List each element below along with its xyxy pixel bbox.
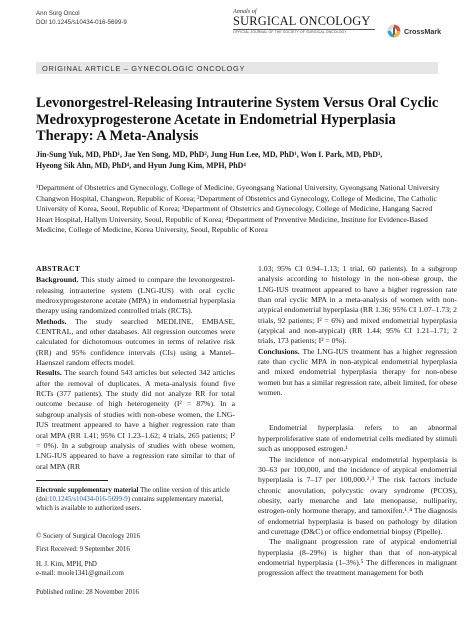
methods-label: Methods. (36, 316, 67, 326)
esm-text-1: The online version of this article (doi: (36, 487, 230, 504)
methods-text: The study searched MEDLINE, EMBASE, CENTRAL, and other databases. All regression outcomes were calculated for dichotomous outcomes in terms of relative risk (RR) and 95% confidence intervals (CIs) using a Mantel–Haenszel random effects model. (36, 316, 235, 368)
section-bar (36, 62, 438, 74)
doi: DOI 10.1245/s10434-016-5699-9 (36, 19, 127, 26)
background-label: Background. (36, 275, 79, 285)
body-paragraph-2: The incidence of non-atypical endometrial hyperplasia is 30–63 per 100,000, and the incidence of atypical endometrial hyperplasia is 7–17 per 100,000.²˒³ The risk factors include chronic anovulation, polycystic ovary syndrome (PCOS), obesity, early menarche and late menopause, nulliparity, estrogen-only hormone therapy, and tamoxifen.¹˒⁴ The diagnosis of endometrial hyperplasia is based on pathology by dilation and curettage (D&C) or office endometrial biopsy (Pipelle). (258, 454, 457, 536)
body-paragraph-1: Endometrial hyperplasia refers to an abnormal hyperproliferative state of endometrial cells mediated by stimuli such as unopposed estrogen.¹ (258, 423, 457, 454)
abstract-background (36, 275, 235, 316)
footnote-rule (36, 480, 108, 481)
article-title: Levonorgestrel-Releasing Intrauterine System Versus Oral Cyclic Medroxyprogesterone Acetate in Endometrial Hyperplasia Therapy: A Meta-Analysis (36, 95, 439, 144)
received-date: First Received: 9 September 2016 (36, 546, 130, 553)
right-column (258, 264, 457, 579)
crossmark-icon (387, 24, 401, 38)
abstract-heading: ABSTRACT (36, 264, 81, 273)
journal-abbrev: Ann Surg Oncol (36, 10, 80, 17)
results-label: Results. (36, 368, 62, 378)
journal-subtitle: OFFICIAL JOURNAL OF THE SOCIETY OF SURGICAL ONCOLOGY (233, 30, 347, 34)
abstract-results (36, 368, 235, 471)
supplementary-note (36, 486, 236, 513)
running-header (36, 9, 127, 27)
author-list (36, 149, 440, 171)
abstract-column (36, 264, 235, 472)
journal-banner (233, 8, 375, 35)
crossmark-badge[interactable] (387, 24, 441, 38)
abstract-conclusions (258, 347, 457, 399)
correspondence: H. J. Kim, MPH, PhD (36, 561, 97, 568)
affiliations: ¹Department of Obstetrics and Gynecology, College of Medicine, Gyeongsang National University, Gyeongsang National University Changwon Hospital, Changwon, Republic of Korea; ²Department of Obstetrics and Gynecology, College of Medicine, The Catholic University of Korea, Seoul, Republic of Korea; ³Department of Obstetrics and Gynecology, College of Medicine, Hangang Sacred Heart Hospital, Hallym University, Seoul, Republic of Korea; ⁴Department of Preventive Medicine, Institute for Evidence-Based Medicine, College of Medicine, Korea University, Seoul, Republic of Korea (36, 183, 440, 235)
abstract-methods (36, 317, 235, 369)
section-label: ORIGINAL ARTICLE – GYNECOLOGIC ONCOLOGY (42, 63, 246, 73)
results-text: The search found 543 articles but selected 342 articles after the removal of duplicates. A meta-analysis found five RCTs (377 patients). The study did not analyze RR for total outcome because of high heterogeneity (I² = 87%). In a subgroup analysis of studies with non-obese women, the LNG-IUS treatment appeared to have a higher regression rate than oral MPA (RR 1.41; 95% CI 1.23–1.62; 4 trials, 265 patients; I² = 0%). In a subgroup analysis of studies with obese women, LNG-IUS appeared to have a regression rate similar to that of oral MPA (RR (36, 368, 235, 471)
author-line-1: Jin-Sung Yuk, MD, PhD¹, Jae Yen Song, MD, PhD², Jung Hun Lee, MD, PhD¹, Won I. Park, MD, PhD³, (36, 150, 383, 159)
published-date: Published online: 28 November 2016 (36, 589, 139, 596)
correspondence-email[interactable]: e-mail: moole1341@gmail.com (36, 570, 124, 577)
journal-annals: Annals of (233, 8, 257, 15)
crossmark-label: CrossMark (404, 26, 442, 36)
journal-name: SURGICAL ONCOLOGY (233, 14, 371, 28)
conclusions-label: Conclusions. (258, 346, 300, 356)
author-line-2: Hyeong Sik Ahn, MD, PhD⁴, and Hyun Jung Kim, MPH, PhD⁴ (36, 161, 246, 171)
esm-label: Electronic supplementary material (36, 487, 139, 494)
body-paragraph-3: The malignant progression rate of atypical endometrial hyperplasia (8–29%) is higher than that of non-atypical endometrial hyperplasia (1–3%).⁵ The differences in malignant progression affect the treatment management for both (258, 537, 457, 578)
abstract-results-continued: 1.03; 95% CI 0.94–1.13; 1 trial, 60 patients). In a subgroup analysis according to histology in the non-obese group, the LNG-IUS treatment appeared to have a higher regression rate than oral cyclic MPA in a meta-analysis of women with non-atypical endometrial hyperplasia (RR 1.36; 95% CI 1.07–1.73; 2 trials, 92 patients; I² = 6%) and mixed endometrial hyperplasia (atypical and non-atypical) (RR 1.44; 95% CI 1.21–1.71; 2 trials, 173 patients; I² = 0%). (258, 264, 457, 346)
esm-text-2: ) contains supplementary material, which is available to authorized users. (36, 496, 223, 513)
conclusions-text: The LNG-IUS treatment has a higher regression rate than cyclic MPA in non-atypical endometrial hyperplasia and mixed endometrial hyperplasia therapy for non-obese women but has a similar regression rate, albeit limited, for obese women. (258, 346, 457, 398)
esm-doi-link[interactable]: 10.1245/s10434-016-5699-9 (49, 496, 128, 504)
copyright: © Society of Surgical Oncology 2016 (36, 533, 141, 540)
background-text: This study aimed to compare the levonorgestrel-releasing intrauterine system (LNG-IUS) with oral cyclic medroxyprogesterone acetate (MPA) in endometrial hyperplasia therapy using randomized controlled trials (RCTs). (36, 275, 235, 316)
